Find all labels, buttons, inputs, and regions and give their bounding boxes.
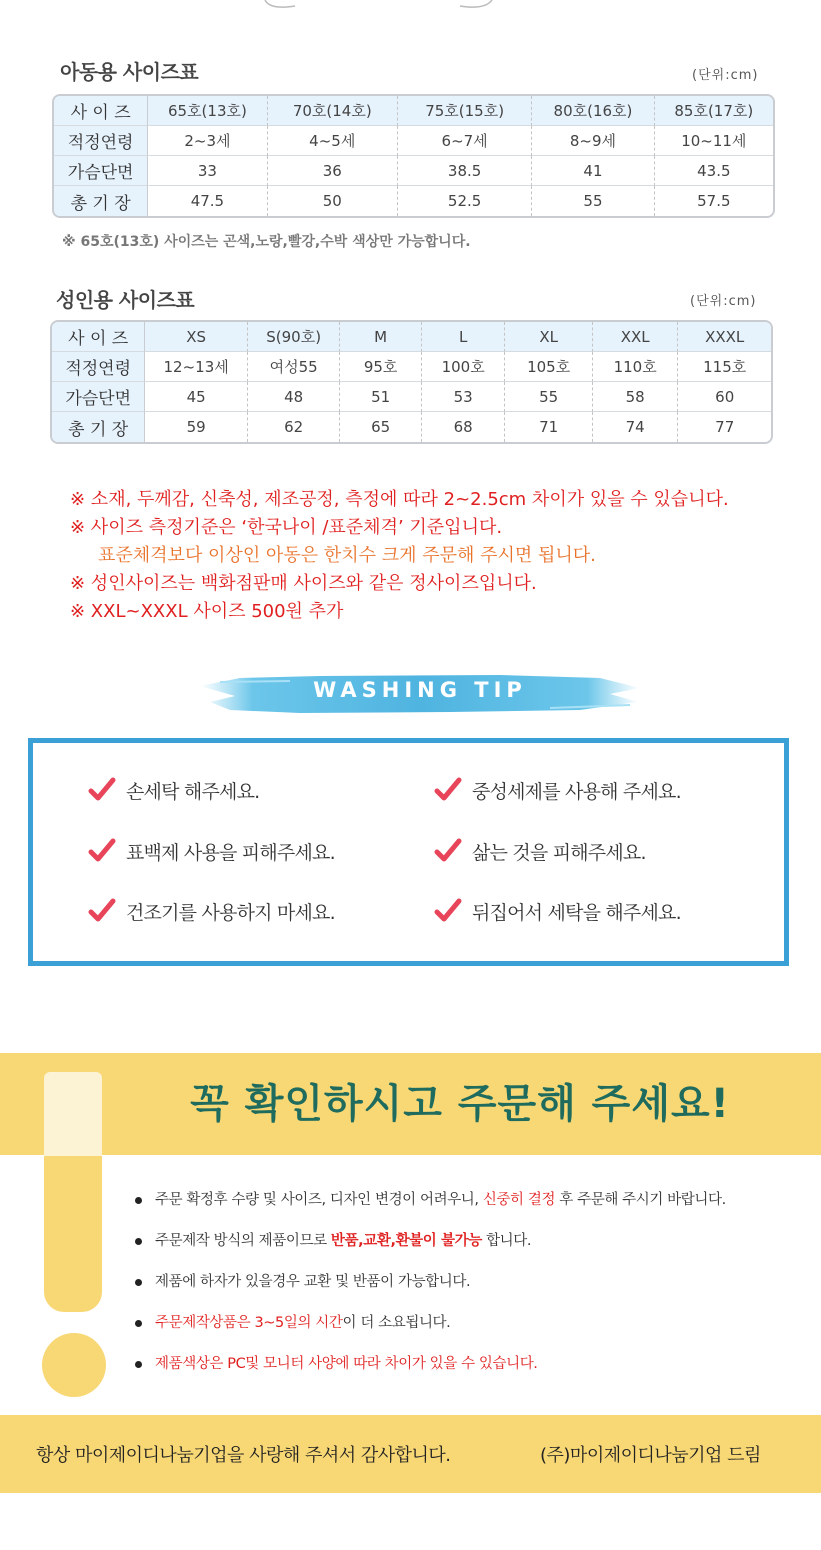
table-cell: 77 <box>715 418 735 436</box>
table-cell: 65호(13호) <box>148 96 267 126</box>
table-cell: 110호 <box>593 352 679 382</box>
table-cell: 10~11세 <box>655 126 773 156</box>
washing-tip-title: WASHING TIP <box>313 678 527 702</box>
table-cell: 105호 <box>505 352 593 382</box>
table-cell: 65 <box>340 412 421 442</box>
row-header: 적정연령 <box>52 352 145 382</box>
washing-item <box>88 837 335 865</box>
table-cell: XXXL <box>678 322 771 352</box>
row-header: 총 기 장 <box>54 186 148 216</box>
footer-signature: (주)마이제이디나눔기업 드림 <box>540 1445 761 1466</box>
row-header: 적정연령 <box>54 126 148 156</box>
table-row <box>54 186 773 216</box>
table-cell: 75호(15호) <box>398 96 532 126</box>
list-item-emphasis: 반품,교환,환불이 불가능 <box>330 1233 482 1249</box>
list-item-emphasis: 제품색상은 PC및 모니터 사양에 따라 차이가 있을 수 있습니다. <box>155 1356 538 1372</box>
table-cell: 2~3세 <box>148 126 267 156</box>
notice-line-highlight: 표준체격보다 이상인 아동은 한치수 크게 주문해 주시면 됩니다. <box>98 545 596 566</box>
table-cell: 4~5세 <box>268 126 398 156</box>
list-item-text: 주문제작 방식의 제품이므로 <box>155 1233 331 1249</box>
notice-line: ※ 사이즈 측정기준은 ‘한국나이 /표준체격’ 기준입니다. <box>70 517 503 538</box>
exclamation-icon-highlight <box>44 1072 102 1156</box>
table-row <box>52 322 771 352</box>
row-header: 사 이 즈 <box>54 96 148 126</box>
row-header: 사 이 즈 <box>52 322 145 352</box>
list-item <box>135 1229 795 1270</box>
table-cell: L <box>422 322 506 352</box>
check-icon <box>434 776 462 804</box>
adult-unit: (단위:cm) <box>690 294 757 309</box>
check-icon <box>88 776 116 804</box>
row-header: 가슴단면 <box>52 382 145 412</box>
table-cell: 12~13세 <box>145 352 248 382</box>
table-cell: 70호(14호) <box>268 96 398 126</box>
washing-item-label: 삶는 것을 피해주세요. <box>472 841 646 864</box>
table-row <box>54 126 773 156</box>
kids-size-table <box>52 94 775 218</box>
washing-item <box>88 776 259 804</box>
kids-footnote: ※ 65호(13호) 사이즈는 곤색,노랑,빨강,수박 색상만 가능합니다. <box>62 234 471 250</box>
list-item <box>135 1311 795 1352</box>
list-item <box>135 1352 795 1393</box>
check-icon <box>434 837 462 865</box>
washing-item <box>434 837 646 865</box>
check-icon <box>88 897 116 925</box>
table-cell: 여성55 <box>248 352 341 382</box>
table-cell: 57.5 <box>697 192 731 210</box>
washing-item-label: 손세탁 해주세요. <box>126 780 260 803</box>
table-cell: 80호(16호) <box>532 96 654 126</box>
list-item-emphasis: 주문제작상품은 3~5일의 시간 <box>155 1315 343 1331</box>
table-cell: 95호 <box>340 352 421 382</box>
table-cell: 47.5 <box>148 186 267 216</box>
table-cell: 45 <box>145 382 248 412</box>
table-cell: 55 <box>505 382 593 412</box>
washing-item-label: 뒤집어서 세탁을 해주세요. <box>472 901 681 924</box>
table-row <box>54 96 773 126</box>
table-cell: 6~7세 <box>398 126 532 156</box>
table-cell: 85호(17호) <box>655 96 773 126</box>
washing-item <box>434 897 681 925</box>
list-item <box>135 1270 795 1311</box>
order-notice-list <box>135 1188 795 1393</box>
table-row <box>52 412 771 442</box>
table-row <box>52 352 771 382</box>
adult-size-title: 성인용 사이즈표 <box>56 288 195 312</box>
table-cell: 58 <box>593 382 679 412</box>
table-row <box>52 382 771 412</box>
table-cell: 100호 <box>422 352 506 382</box>
table-cell: 50 <box>268 186 398 216</box>
list-item-text: 제품에 하자가 있을경우 교환 및 반품이 가능합니다. <box>155 1274 471 1290</box>
table-cell: XL <box>505 322 593 352</box>
table-cell: 38.5 <box>398 156 532 186</box>
list-item-text: 이 더 소요됩니다. <box>342 1315 451 1331</box>
table-cell: 62 <box>248 412 341 442</box>
check-icon <box>88 837 116 865</box>
list-item-emphasis: 신중히 결정 <box>482 1192 556 1208</box>
notice-line: ※ 성인사이즈는 백화점판매 사이즈와 같은 정사이즈입니다. <box>70 573 537 594</box>
table-cell: 43.5 <box>655 156 773 186</box>
row-header: 총 기 장 <box>52 412 145 442</box>
table-cell: 41 <box>532 156 654 186</box>
table-cell: 48 <box>248 382 341 412</box>
table-cell: 52.5 <box>398 186 532 216</box>
list-item-text: 합니다. <box>481 1233 532 1249</box>
washing-item-label: 표백제 사용을 피해주세요. <box>126 841 335 864</box>
kids-unit: (단위:cm) <box>692 68 759 83</box>
table-cell: 55 <box>532 186 654 216</box>
washing-item-label: 중성세제를 사용해 주세요. <box>472 780 681 803</box>
list-item <box>135 1188 795 1229</box>
size-notices <box>70 486 729 626</box>
washing-item <box>434 776 681 804</box>
check-icon <box>434 897 462 925</box>
notice-line: ※ XXL~XXXL 사이즈 500원 추가 <box>70 601 344 622</box>
notice-line: ※ 소재, 두께감, 신축성, 제조공정, 측정에 따라 2~2.5cm 차이가 있을 수 있습니다. <box>70 489 729 510</box>
confirm-title: 꼭 확인하시고 주문해 주세요! <box>190 1081 730 1127</box>
table-cell: 53 <box>422 382 506 412</box>
table-cell: XS <box>145 322 248 352</box>
table-cell: 60 <box>678 382 771 412</box>
footer-thanks: 항상 마이제이디나눔기업을 사랑해 주셔서 감사합니다. <box>36 1445 451 1466</box>
adult-size-table <box>50 320 773 444</box>
table-row <box>54 156 773 186</box>
table-cell: S(90호) <box>248 322 341 352</box>
table-cell: 71 <box>505 412 593 442</box>
table-cell: XXL <box>593 322 679 352</box>
row-header: 가슴단면 <box>54 156 148 186</box>
table-cell: 115호 <box>678 352 771 382</box>
list-item-text: 주문 확정후 수량 및 사이즈, 디자인 변경이 어려우니, <box>155 1192 483 1208</box>
table-cell: 36 <box>268 156 398 186</box>
top-decoration <box>0 0 821 14</box>
table-cell: M <box>340 322 421 352</box>
washing-item <box>88 897 335 925</box>
table-cell: 74 <box>593 412 679 442</box>
table-cell: 51 <box>340 382 421 412</box>
list-item-text: 후 주문해 주시기 바랍니다. <box>555 1192 726 1208</box>
washing-item-label: 건조기를 사용하지 마세요. <box>126 901 335 924</box>
table-cell: 59 <box>145 412 248 442</box>
table-cell: 33 <box>148 156 267 186</box>
exclamation-dot-icon <box>42 1333 106 1397</box>
kids-size-title: 아동용 사이즈표 <box>60 60 199 84</box>
table-cell: 8~9세 <box>532 126 654 156</box>
table-cell: 68 <box>422 412 506 442</box>
